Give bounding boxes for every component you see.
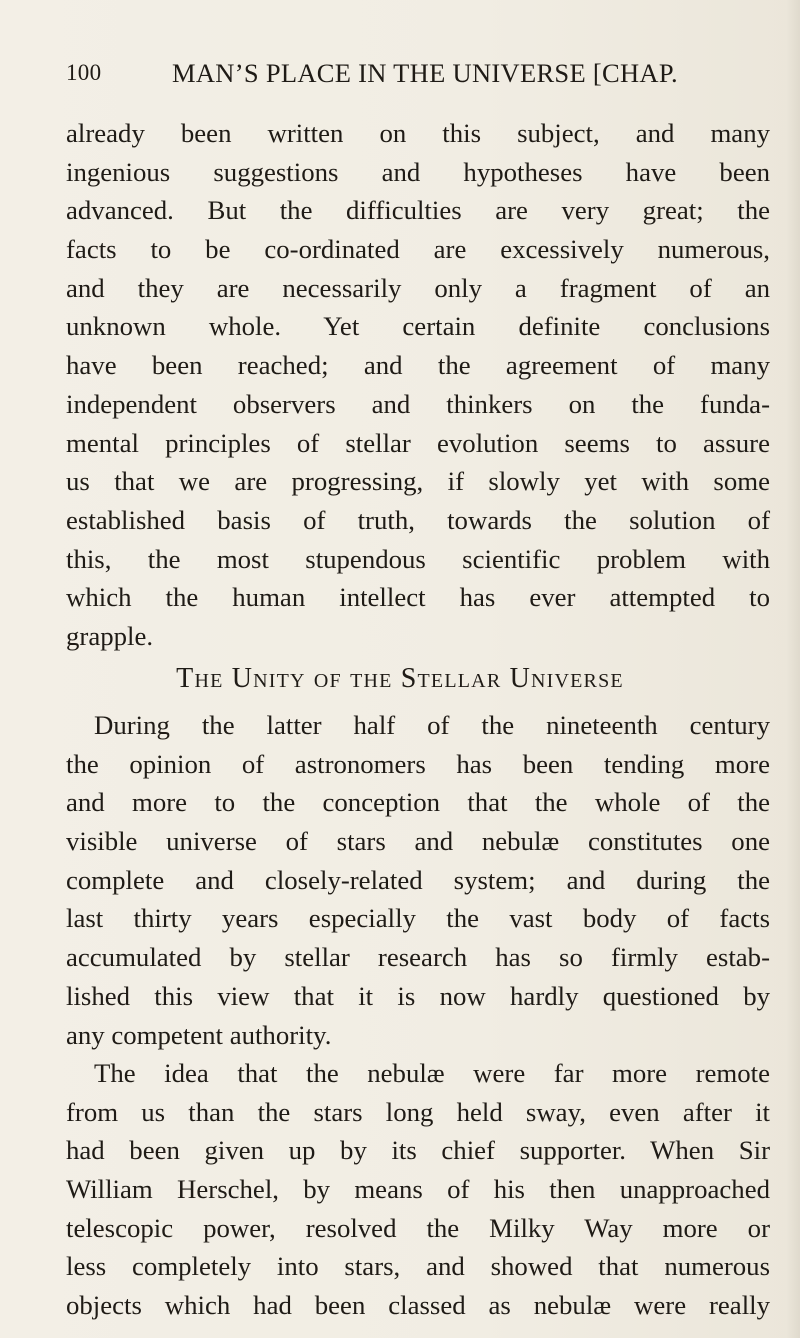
text-line: us that we are progressing, if slowly yet with some <box>66 466 770 497</box>
section-heading: The Unity of the Stellar Universe <box>176 663 624 694</box>
text-line: already been written on this subject, and many <box>66 118 770 148</box>
text-line: this, the most stupendous scientific problem with <box>66 543 770 574</box>
text-line: and more to the conception that the whole of the <box>66 787 770 818</box>
text-line: advanced. But the difficulties are very great; the <box>66 195 770 226</box>
text-line: William Herschel, by means of his then unapproached <box>66 1174 770 1205</box>
text-line: complete and closely-related system; and during the <box>66 864 770 895</box>
paragraph <box>66 706 770 1054</box>
text-line: independent observers and thinkers on the funda- <box>66 388 770 419</box>
text-line: lished this view that it is now hardly questioned by <box>66 980 770 1011</box>
text-line: objects which had been classed as nebulæ were really <box>66 1290 770 1321</box>
text-line: which the human intellect has ever attempted to <box>66 582 770 613</box>
text-line: unknown whole. Yet certain definite conclusions <box>66 311 770 342</box>
text-line: have been reached; and the agreement of many <box>66 350 770 381</box>
text-line: accumulated by stellar research has so firmly estab- <box>66 942 770 973</box>
text-line: last thirty years especially the vast body of facts <box>66 903 770 934</box>
text-line: less completely into stars, and showed that numerous <box>66 1251 770 1282</box>
text-line: The idea that the nebulæ were far more remote <box>94 1058 770 1088</box>
text-line: telescopic power, resolved the Milky Way more or <box>66 1212 770 1243</box>
page-number: 100 <box>66 60 102 85</box>
text-line: from us than the stars long held sway, even after it <box>66 1096 770 1127</box>
paragraph <box>66 1054 770 1325</box>
text-line: facts to be co-ordinated are excessively numerous, <box>66 234 770 265</box>
running-title: MAN’S PLACE IN THE UNIVERSE [CHAP. <box>172 58 678 88</box>
text-line: any competent authority. <box>66 1019 332 1050</box>
text-line: the opinion of astronomers has been tending more <box>66 748 770 779</box>
text-line: mental principles of stellar evolution seems to assure <box>66 427 770 458</box>
text-line: and they are necessarily only a fragment of an <box>66 272 770 303</box>
text-line: had been given up by its chief supporter. When Sir <box>66 1135 770 1166</box>
paragraph-continued <box>66 114 770 656</box>
running-header <box>66 58 766 98</box>
text-line: ingenious suggestions and hypotheses have been <box>66 156 770 187</box>
text-line: During the latter half of the nineteenth century <box>94 710 770 740</box>
text-line: visible universe of stars and nebulæ constitutes one <box>66 826 770 857</box>
text-line: established basis of truth, towards the solution of <box>66 504 770 535</box>
text-line: grapple. <box>66 620 154 651</box>
